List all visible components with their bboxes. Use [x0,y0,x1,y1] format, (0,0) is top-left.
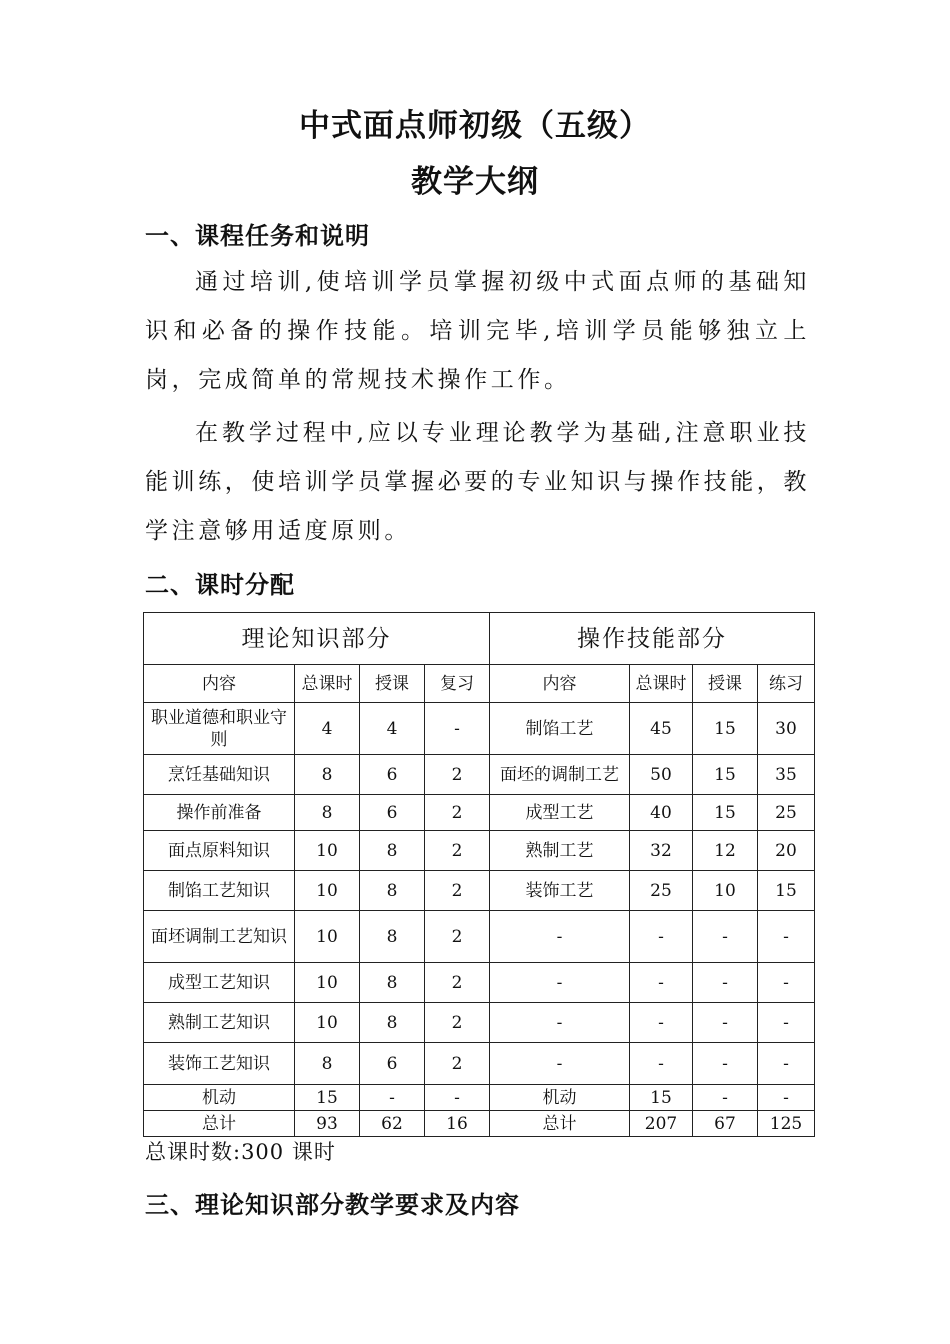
table-cell: - [693,1043,758,1085]
table-cell: 25 [758,795,815,831]
table-row [144,1003,815,1043]
table-cell: 45 [630,703,693,755]
table-cell: 8 [360,831,425,871]
table-cell: 面坯调制工艺知识 [144,911,295,963]
table-cell: 125 [758,1111,815,1137]
table-cell: 35 [758,755,815,795]
table-group-header-row [144,613,815,665]
table-cell: 40 [630,795,693,831]
table-cell: 2 [425,871,490,911]
table-cell: - [425,703,490,755]
table-cell: - [758,1043,815,1085]
table-cell: 8 [295,795,360,831]
table-cell: 操作前准备 [144,795,295,831]
column-header: 内容 [490,665,630,703]
table-cell: 装饰工艺知识 [144,1043,295,1085]
table-cell: 成型工艺知识 [144,963,295,1003]
table-cell: 职业道德和职业守则 [144,703,295,755]
table-cell: 67 [693,1111,758,1137]
table-cell: 机动 [490,1085,630,1111]
table-row [144,755,815,795]
table-cell: 8 [360,1003,425,1043]
column-header: 练习 [758,665,815,703]
column-header: 授课 [360,665,425,703]
table-cell: - [758,1003,815,1043]
table-row [144,831,815,871]
table-cell: - [693,1003,758,1043]
table-row [144,911,815,963]
column-header: 总课时 [630,665,693,703]
table-cell: 10 [295,1003,360,1043]
table-row [144,871,815,911]
table-cell: - [630,911,693,963]
table-cell: 15 [630,1085,693,1111]
table-cell: 制馅工艺知识 [144,871,295,911]
table-cell: 10 [295,871,360,911]
table-cell: 10 [295,963,360,1003]
table-cell: 2 [425,911,490,963]
table-cell: 6 [360,755,425,795]
table-cell: 10 [693,871,758,911]
table-cell: 6 [360,1043,425,1085]
table-cell: 8 [360,963,425,1003]
section-heading-course-tasks: 一、课程任务和说明 [145,222,370,250]
table-cell: 20 [758,831,815,871]
table-cell: 面点原料知识 [144,831,295,871]
table-cell: 2 [425,1043,490,1085]
table-cell: 总计 [490,1111,630,1137]
table-cell: - [630,1043,693,1085]
table-row [144,963,815,1003]
table-cell: 15 [693,703,758,755]
table-cell: 8 [360,871,425,911]
table-cell: - [490,1003,630,1043]
table-cell: - [490,1043,630,1085]
table-cell: 62 [360,1111,425,1137]
table-cell: - [630,1003,693,1043]
column-header: 复习 [425,665,490,703]
document-subtitle: 教学大纲 [411,164,539,200]
table-cell: - [630,963,693,1003]
table-cell: 15 [758,871,815,911]
table-cell: 50 [630,755,693,795]
table-cell: 8 [295,1043,360,1085]
document-title: 中式面点师初级（五级） [299,108,651,144]
table-cell: 6 [360,795,425,831]
table-cell: 15 [295,1085,360,1111]
table-cell: 93 [295,1111,360,1137]
hour-allocation-table [143,612,815,1137]
table-cell: 2 [425,1003,490,1043]
table-cell: - [360,1085,425,1111]
table-cell: 成型工艺 [490,795,630,831]
column-header: 总课时 [295,665,360,703]
table-cell: 面坯的调制工艺 [490,755,630,795]
table-row [144,795,815,831]
table-cell: 熟制工艺 [490,831,630,871]
table-cell: 10 [295,911,360,963]
table-cell: 2 [425,795,490,831]
table-cell: 30 [758,703,815,755]
table-cell: - [490,963,630,1003]
table-row [144,703,815,755]
table-cell: 熟制工艺知识 [144,1003,295,1043]
table-cell: - [693,911,758,963]
table-cell: 制馅工艺 [490,703,630,755]
table-row [144,1111,815,1137]
table-cell: 207 [630,1111,693,1137]
table-cell: 2 [425,963,490,1003]
table-cell: 2 [425,755,490,795]
table-cell: - [425,1085,490,1111]
table-column-header-row [144,665,815,703]
table-row [144,1043,815,1085]
paragraph-training-goal: 通过培训,使培训学员掌握初级中式面点师的基础知识和必备的操作技能。培训完毕,培训学员能够独立上岗，完成简单的常规技术操作工作。 [145,269,810,393]
table-cell: - [758,963,815,1003]
table-cell: 机动 [144,1085,295,1111]
table-cell: 4 [360,703,425,755]
column-header: 内容 [144,665,295,703]
table-cell: - [693,963,758,1003]
table-row [144,1085,815,1111]
table-cell: 总计 [144,1111,295,1137]
table-cell: - [693,1085,758,1111]
section-heading-hour-allocation: 二、课时分配 [145,571,295,599]
table-cell: 10 [295,831,360,871]
section-heading-theory-requirements: 三、理论知识部分教学要求及内容 [145,1191,520,1219]
table-cell: 装饰工艺 [490,871,630,911]
table-cell: 15 [693,795,758,831]
group-header-theory: 理论知识部分 [144,613,490,665]
table-cell: - [758,911,815,963]
table-cell: - [490,911,630,963]
table-cell: 12 [693,831,758,871]
table-cell: 32 [630,831,693,871]
column-header: 授课 [693,665,758,703]
table-cell: 8 [295,755,360,795]
table-cell: 16 [425,1111,490,1137]
table-cell: 15 [693,755,758,795]
table-cell: 烹饪基础知识 [144,755,295,795]
group-header-practice: 操作技能部分 [490,613,815,665]
table-cell: 8 [360,911,425,963]
paragraph-teaching-principle: 在教学过程中,应以专业理论教学为基础,注意职业技能训练，使培训学员掌握必要的专业知识与操作技能，教学注意够用适度原则。 [145,420,810,544]
total-hours-note: 总课时数:300 课时 [145,1140,336,1164]
table-cell: 4 [295,703,360,755]
table-cell: - [758,1085,815,1111]
table-cell: 25 [630,871,693,911]
table-cell: 2 [425,831,490,871]
